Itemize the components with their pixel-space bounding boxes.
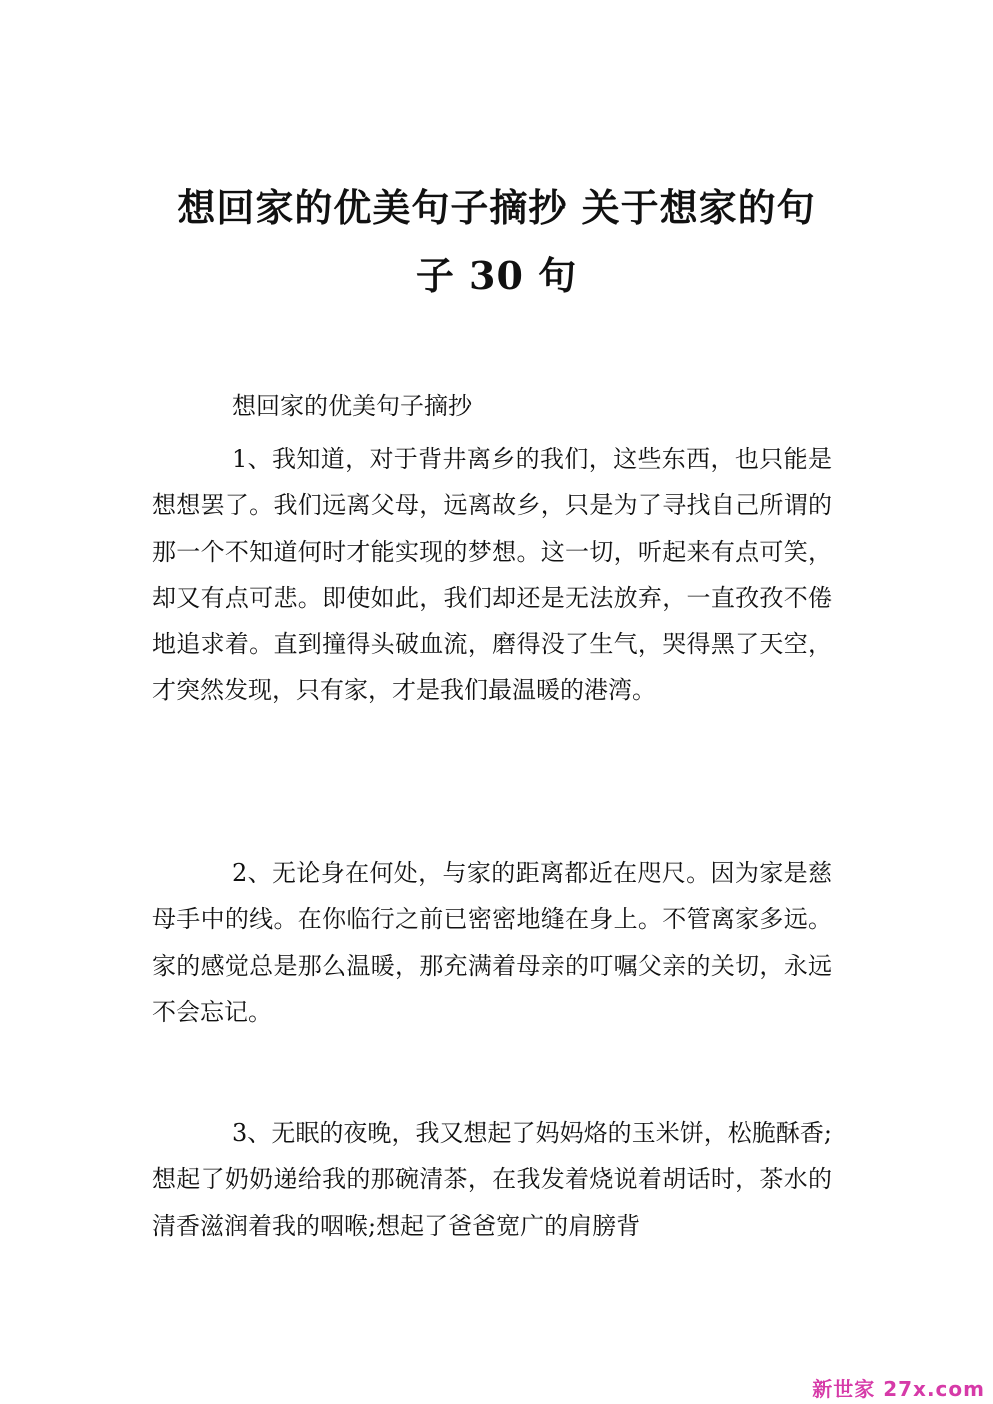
paragraph-1: 1、我知道，对于背井离乡的我们，这些东西，也只能是想想罢了。我们远离父母，远离故乡，只是为了寻找自己所谓的那一个不知道何时才能实现的梦想。这一切，听起来有点可笑，却又有点可悲。即使如此，我们却还是无法放弃，一直孜孜不倦地追求着。直到撞得头破血流，磨得没了生气，哭得黑了天空，才突然发现，只有家，才是我们最温暖的港湾。 bbox=[152, 445, 832, 705]
site-watermark: 新世家 27x.com bbox=[812, 1377, 985, 1401]
paragraph-3: 3、无眠的夜晚，我又想起了妈妈烙的玉米饼，松脆酥香;想起了奶奶递给我的那碗清茶，在我发着烧说着胡话时，茶水的清香滋润着我的咽喉;想起了爸爸宽广的肩膀背 bbox=[152, 1119, 832, 1240]
document-title-line-1: 想回家的优美句子摘抄 关于想家的句 bbox=[177, 185, 816, 230]
paragraph-2: 2、无论身在何处，与家的距离都近在咫尺。因为家是慈母手中的线。在你临行之前已密密地缝在身上。不管离家多远。家的感觉总是那么温暖，那充满着母亲的叮嘱父亲的关切，永远不会忘记。 bbox=[152, 859, 832, 1026]
section-heading: 想回家的优美句子摘抄 bbox=[232, 392, 472, 420]
document-title bbox=[130, 174, 863, 310]
document-title-line-2: 子 30 句 bbox=[415, 253, 578, 298]
